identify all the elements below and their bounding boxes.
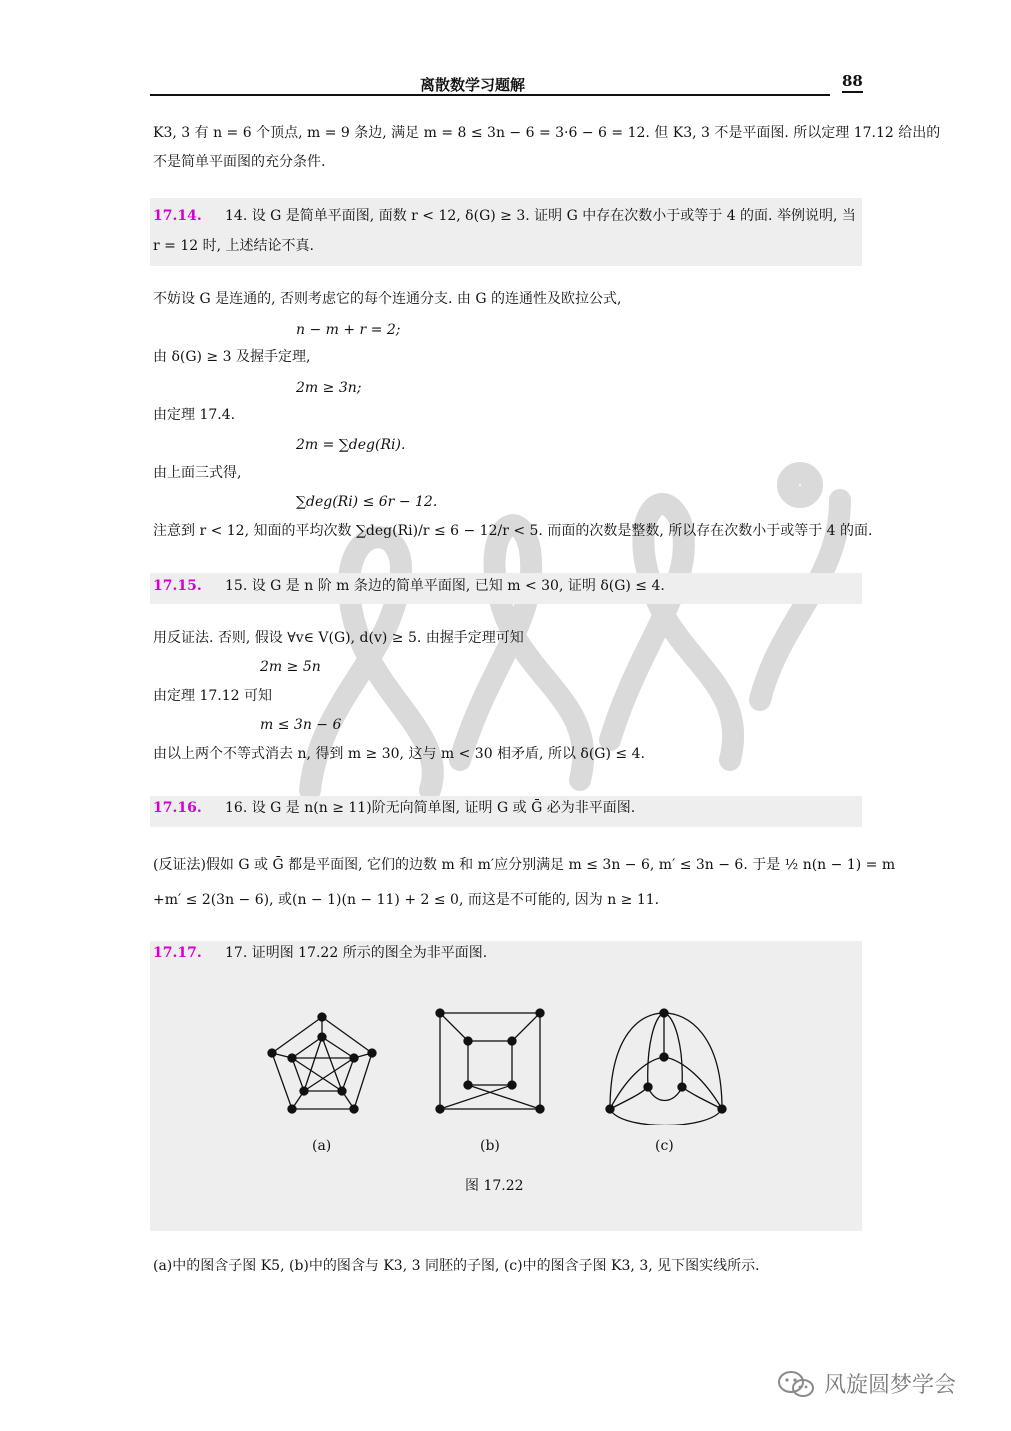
page-header <box>150 70 862 100</box>
problem-text: r = 12 时, 上述结论不真. <box>153 238 314 254</box>
problem-text: 17. 证明图 17.22 所示的图全为非平面图. <box>225 945 488 961</box>
header-rule <box>150 94 830 96</box>
equation: 2m ≥ 3n; <box>296 380 362 396</box>
problem-number: 17.17. <box>153 945 202 961</box>
intro-line-2: 不是简单平面图的充分条件. <box>153 154 326 170</box>
figure-label-c: (c) <box>655 1138 674 1154</box>
solution-text: 不妨设 G 是连通的, 否则考虑它的每个连通分支. 由 G 的连通性及欧拉公式, <box>153 291 622 307</box>
equation: m ≤ 3n − 6 <box>260 717 342 733</box>
solution-text: (反证法)假如 G 或 Ḡ 都是平面图, 它们的边数 m 和 m′应分别满足 m ≤ 3n − 6, m′ ≤ 3n − 6. 于是 ½ n(n − 1) = m <box>153 857 896 873</box>
solution-text: +m′ ≤ 2(3n − 6), 或(n − 1)(n − 11) + 2 ≤ 0, 而这是不可能的, 因为 n ≥ 11. <box>153 892 660 908</box>
figure-label-a: (a) <box>312 1138 332 1154</box>
problem-number: 17.15. <box>153 578 202 594</box>
figure-label-b: (b) <box>480 1138 500 1154</box>
solution-text: 由以上两个不等式消去 n, 得到 m ≥ 30, 这与 m < 30 相矛盾, 所以 δ(G) ≤ 4. <box>153 746 645 762</box>
solution-text: 由 δ(G) ≥ 3 及握手定理, <box>153 349 311 365</box>
solution-text: 由上面三式得, <box>153 465 242 481</box>
intro-line-1: K3, 3 有 n = 6 个顶点, m = 9 条边, 满足 m = 8 ≤ 3n − 6 = 3·6 − 6 = 12. 但 K3, 3 不是平面图. 所以定理 17.12 给出的 <box>153 125 941 141</box>
solution-text: 由定理 17.12 可知 <box>153 688 272 704</box>
equation: n − m + r = 2; <box>296 322 401 338</box>
problem-text: 15. 设 G 是 n 阶 m 条边的简单平面图, 已知 m < 30, 证明 δ(G) ≤ 4. <box>225 578 665 594</box>
header-title: 离散数学习题解 <box>420 76 526 94</box>
equation: 2m = ∑deg(Ri). <box>296 437 406 453</box>
problem-text: 16. 设 G 是 n(n ≥ 11)阶无向简单图, 证明 G 或 Ḡ 必为非平面图. <box>225 800 636 816</box>
solution-text: 用反证法. 否则, 假设 ∀v∈ V(G), d(v) ≥ 5. 由握手定理可知 <box>153 630 524 646</box>
figure-caption: 图 17.22 <box>465 1178 524 1194</box>
figure-17-22 <box>250 995 750 1125</box>
equation: 2m ≥ 5n <box>260 659 321 675</box>
solution-text: (a)中的图含子图 K5, (b)中的图含与 K3, 3 同胚的子图, (c)中的图含子图 K3, 3, 见下图实线所示. <box>153 1258 760 1274</box>
equation: ∑deg(Ri) ≤ 6r − 12. <box>296 494 438 510</box>
solution-text: 注意到 r < 12, 知面的平均次数 ∑deg(Ri)/r ≤ 6 − 12/r < 5. 而面的次数是整数, 所以存在次数小于或等于 4 的面. <box>153 523 873 539</box>
graph-a <box>268 1013 376 1113</box>
footer-brand <box>776 1368 956 1399</box>
graph-b <box>436 1009 544 1113</box>
problem-text: 14. 设 G 是简单平面图, 面数 r < 12, δ(G) ≥ 3. 证明 G 中存在次数小于或等于 4 的面. 举例说明, 当 <box>225 208 856 224</box>
solution-text: 由定理 17.4. <box>153 407 236 423</box>
problem-number: 17.16. <box>153 800 202 816</box>
graph-c <box>606 1009 726 1125</box>
brand-name: 风旋圆梦学会 <box>824 1373 957 1398</box>
page-number: 88 <box>842 72 863 93</box>
wechat-icon <box>776 1369 816 1399</box>
problem-number: 17.14. <box>153 208 202 224</box>
